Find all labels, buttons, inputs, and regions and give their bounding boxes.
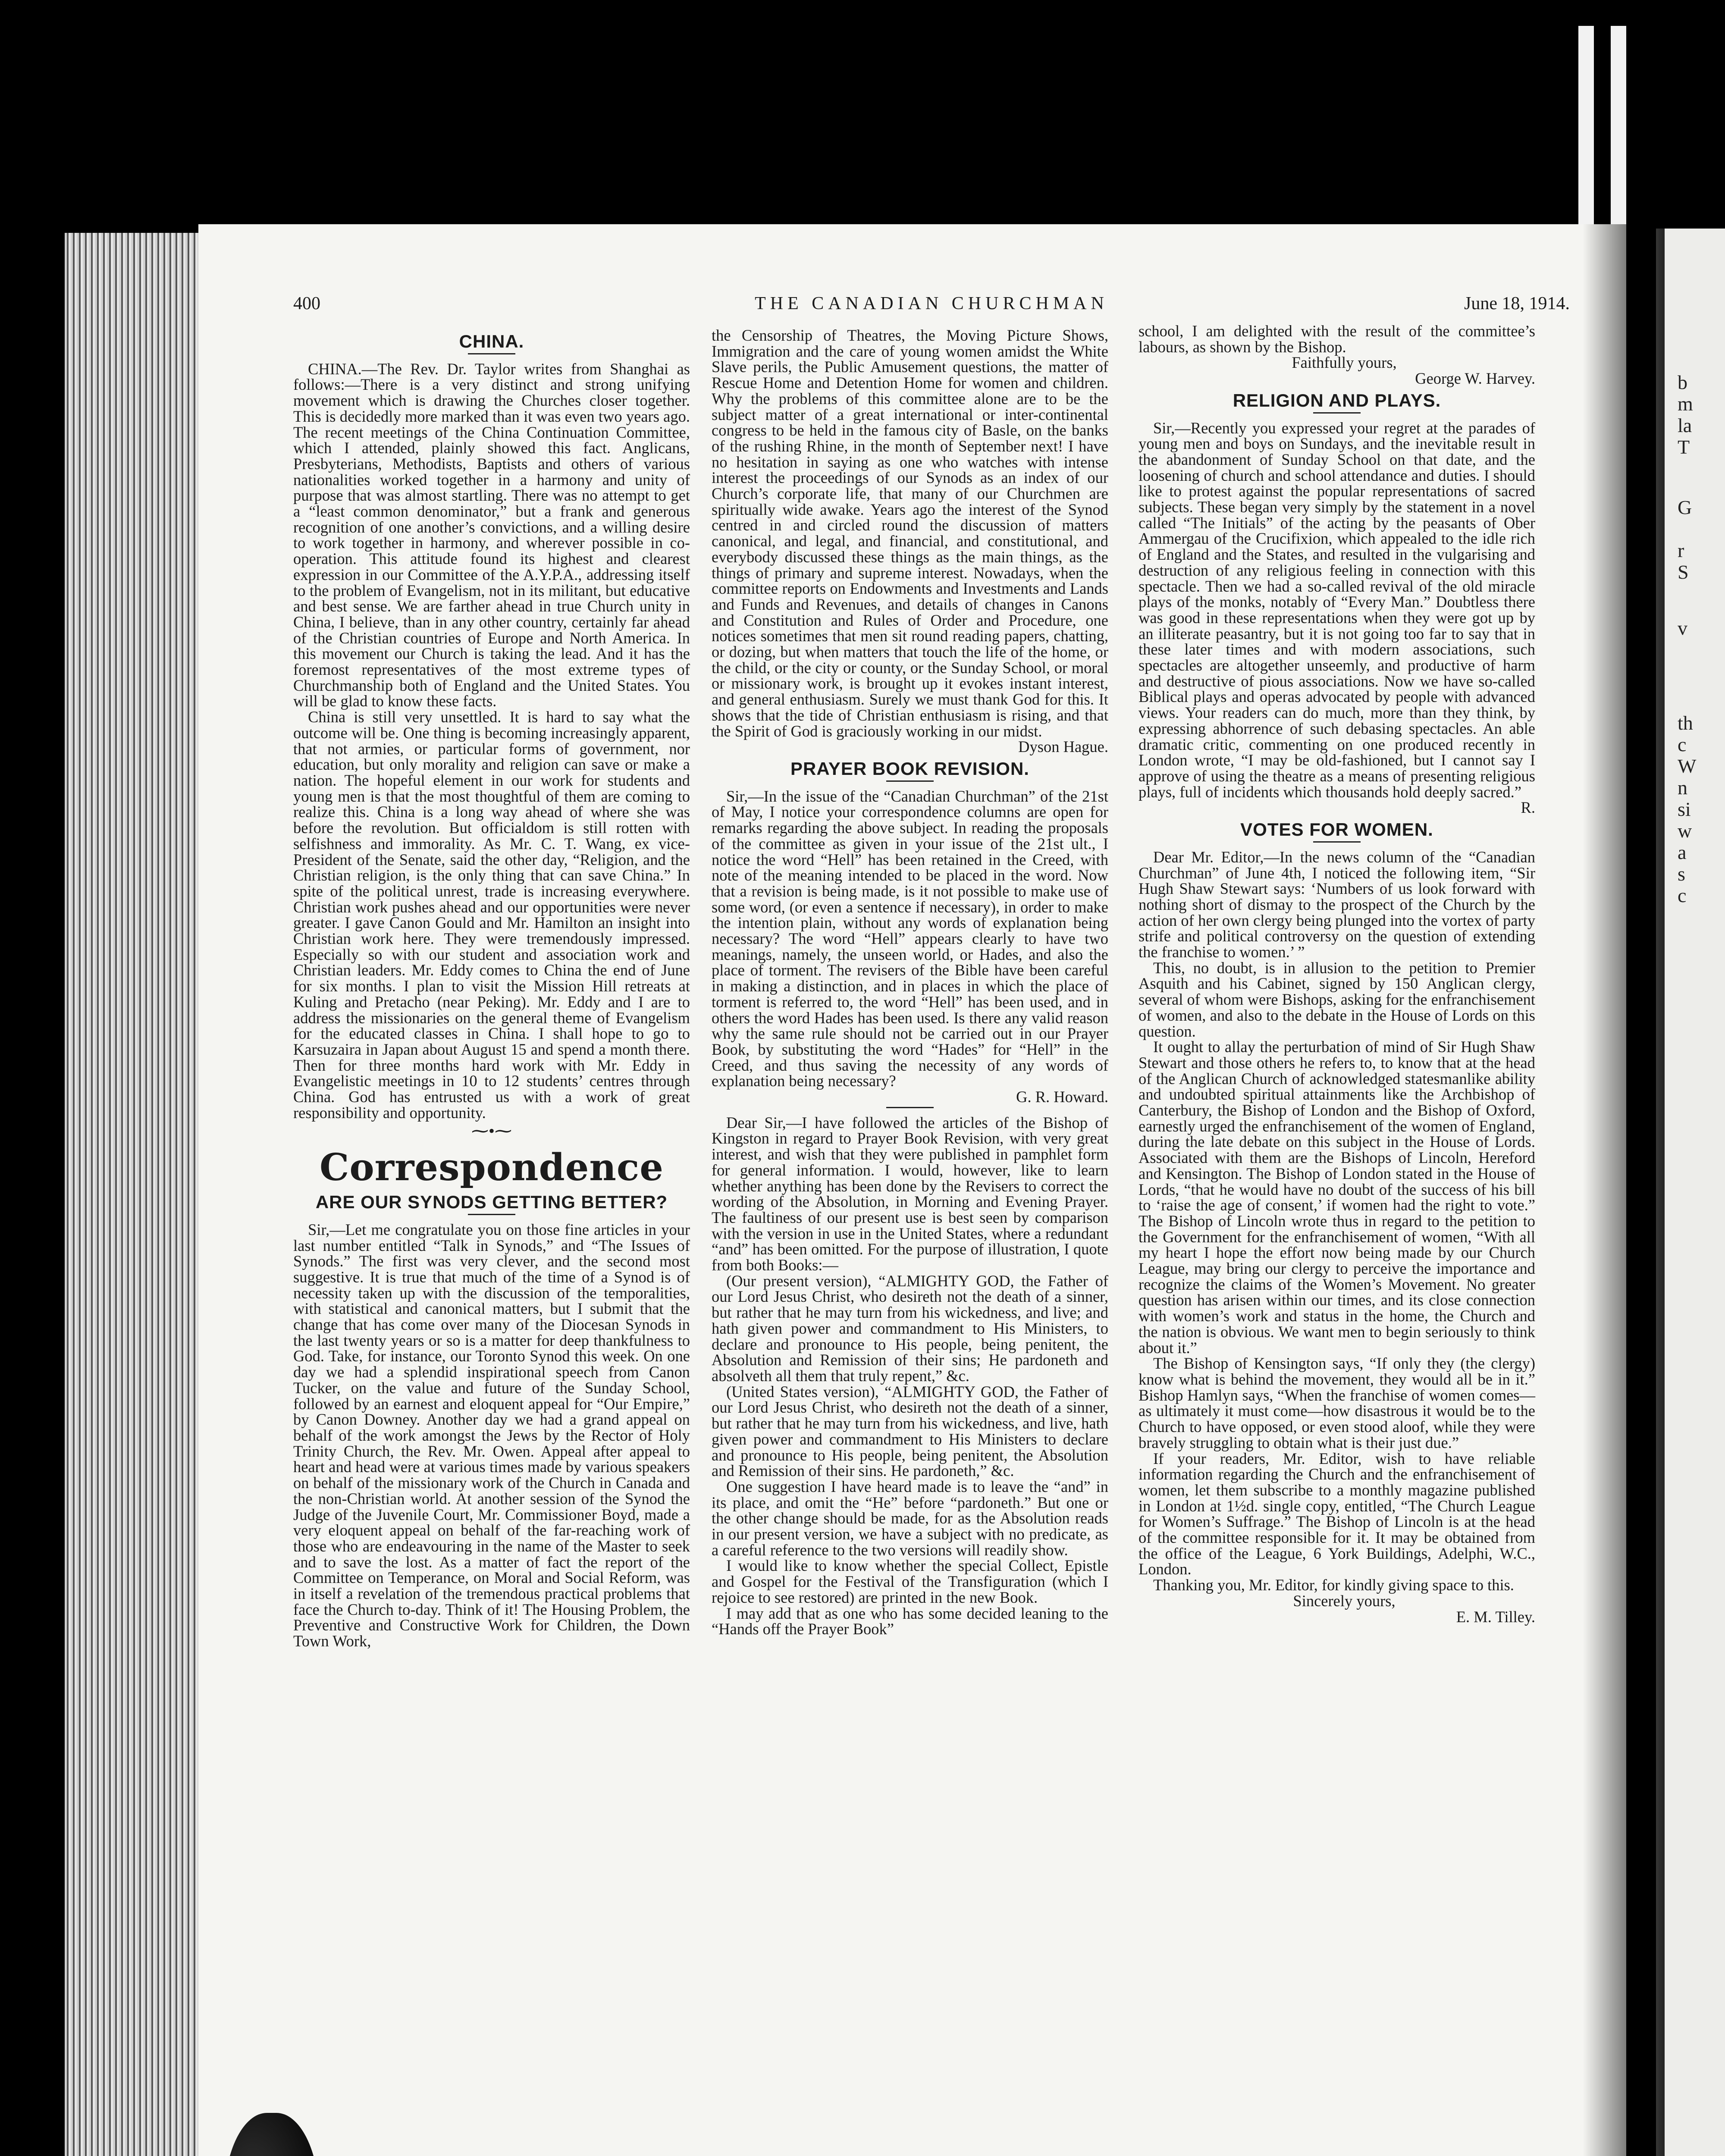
religion-plays-heading: RELIGION AND PLAYS. (1233, 390, 1441, 411)
votes-paragraph: Dear Mr. Editor,—In the news column of the “Canadian Churchman” of June 4th, I noticed the following item, “Sir Hugh Shaw Stewart says: ‘Numbers of us look forward with nothing short of dismay to the prospect of the Church by the action of her own clergy being plunged into the vortex of party strife and political controversy on the question of extending the franchise to women.’ ” (1138, 848, 1535, 961)
china-heading: CHINA. (459, 331, 524, 351)
signature: R. (1521, 799, 1535, 817)
votes-for-women-heading: VOTES FOR WOMEN. (1240, 819, 1433, 840)
china-paragraph: CHINA.—The Rev. Dr. Taylor writes from Shanghai as follows:—There is a very distinct and strong unifying movement which is drawing the Churches closer together. This is decidedly more marked than it was even two years ago. The recent meetings of the China Continuation Committee, which I attended, plainly showed this fact. Anglicans, Presbyterians, Methodists, Baptists and others of various nationalities worked together in a harmony and unity of purpose that was almost startling. There was no attempt to get a “least common denominator,” but a frank and generous recognition of one another’s convictions, and a willing desire to work together in harmony, and wherever possible in co-operation. This attitude found its highest and clearest expression in our Committee of the A.Y.P.A., addressing itself to the problem of Evangelism, not in its militant, but educative and best sense. We are farther ahead in true Church unity in China, I believe, than in any other country, certainly far ahead of the Christian countries of Europe and North America. In this movement our Church is taking the lead. And it has the foremost representatives of the most extreme types of Churchmanship both of England and the United States. You will be glad to know these facts. (293, 360, 690, 710)
facing-page-fragment: v (1678, 617, 1687, 639)
book-page-edges (65, 233, 207, 2156)
prayer-letter-paragraph: (United States version), “ALMIGHTY GOD, the Father of our Lord Jesus Christ, who desireth not the death of a sinner, but rather that he may turn from his wickedness, and live, hath given power and commandment to His Ministers to declare and pronounce to His people, being penitent, the Absolution and Remission of their sins. He pardoneth,” &c. (712, 1382, 1108, 1480)
facing-page-fragment: c (1678, 733, 1687, 755)
heading-rule (1313, 841, 1361, 843)
prayer-book-heading: PRAYER BOOK REVISION. (790, 758, 1029, 779)
votes-paragraph: The Bishop of Kensington says, “If only they (the clergy) know what is behind the movement, they would all be in it.” Bishop Hamlyn says, “When the franchise of women comes—as ultimately it must come—how disastrous it would be to the Church to have opposed, or even stood aloof, while they were bravely struggling to obtain what is their just due.” (1138, 1354, 1535, 1451)
letter-closing: Faithfully yours, (1292, 354, 1397, 372)
issue-date: June 18, 1914. (1464, 294, 1570, 313)
facing-page-fragment: T (1678, 436, 1690, 458)
publication-title: THE CANADIAN CHURCHMAN (755, 294, 1108, 313)
plays-letter-paragraph: Sir,—Recently you expressed your regret at the parades of young men and boys on Sundays, and the inevitable result in the abandonment of Sunday School on that date, and the loosening of church and school attendance and duties. I should like to protest against the popular representations of sacred subjects. These began very simply by the statement in a novel called “The Initials” of the acting by the peasants of Ober Ammergau of the Crucifixion, which appealed to the idle rich of England and the States, and resulted in the vulgarising and destruction of any religious feeling in connection with this spectacle. Then we had a so-called revival of the old miracle plays of the monks, notably of “Every Man.” Doubtless there was good in these representations when they were got up by an illiterate peasantry, but it is not going too far to say that in these later times and with modern associations, such spectacles are altogether unseemly, and productive of harm and destructive of pious associations. Now we have so-called Biblical plays and operas advocated by people with advanced views. Your readers can do much, more than they think, by expressing abhorrence of such debasing spectacles. An able dramatic critic, commenting on one produced recently in London wrote, “I may be old-fashioned, but I cannot say I approve of using the theatre as a means of presenting religious plays, full of incidents which thousands hold deeply sacred.” (1138, 419, 1535, 801)
facing-page-fragment: la (1678, 414, 1692, 436)
facing-page-fragment: n (1678, 777, 1687, 799)
signature: E. M. Tilley. (1456, 1608, 1535, 1626)
facing-page-strip (1656, 229, 1725, 2156)
votes-paragraph: If your readers, Mr. Editor, wish to have reliable information regarding the Church and the enfranchisement of women, let them subscribe to a monthly magazine published in London at 1½d. single copy, entitled, “The Church League for Women’s Suffrage.” The Bishop of Lincoln is at the head of the committee responsible for it. It may be obtained from the office of the League, 6 York Buildings, Adelphi, W.C., London. (1138, 1449, 1535, 1578)
facing-page-fragment: m (1678, 393, 1693, 415)
prayer-letter-paragraph: Sir,—In the issue of the “Canadian Churchman” of the 21st of May, I notice your correspondence columns are open for remarks regarding the above subject. In reading the proposals of the committee as given in your issue of the 21st ult., I notice the word “Hell” has been retained in the Creed, with note of the meaning intended to be placed in the word. Now that a revision is being made, is it not possible to make use of some word, (or even a sentence if necessary), in order to make the intention plain, without any words of explanation being necessary? The word “Hell” appears clearly to have two meanings, namely, the unseen world, or Hades, and also the place of torment. The revisers of the Bible have been careful in making a distinction, and in places in which the place of torment is referred to, the word “Hell” has been used, and in others the word Hades has been used. Is there any valid reason why the same rule should not be carried out in our Prayer Book, by substituting the word “Hades” for “Hell” in the Creed, and thus saving the necessity of any words of explanation being necessary? (712, 787, 1108, 1090)
prayer-letter-paragraph: Dear Sir,—I have followed the articles of the Bishop of Kingston in regard to Prayer Book Revision, with very great interest, and wish that they were published in pamphlet form for general information. I would, however, like to learn whether anything has been done by the Revisers to correct the wording of the Absolution, in Morning and Evening Prayer. The faultiness of our present use is best seen by comparison with the version in use in the United States, where a redundant “and” has been omitted. For the purpose of illustration, I quote from both Books:— (712, 1113, 1108, 1274)
heading-rule (468, 1214, 515, 1215)
heading-rule (468, 353, 515, 354)
synods-continued-paragraph: the Censorship of Theatres, the Moving Picture Shows, Immigration and the care of young women amidst the White Slave perils, the Public Amusement questions, the matter of Rescue Home and Detention Home for women and children. Why the problems of this committee alone are to be the subject matter of a great international or inter-continental congress to be held in the famous city of Basle, on the banks of the rushing Rhine, in the month of September next! I have no hesitation in saying as one who watches with intense interest the proceedings of our Synods as an index of our Church’s corporate life, that many of our Churchmen are spiritually wide awake. Years ago the interest of the Synod centred in and circled round the discussion of matters canonical, and legal, and financial, and constitutional, and everybody discussed these things as the main things, as the things of primary and supreme interest. Nowadays, when the committee reports on Endowments and Investments and Lands and Funds and Revenues, and details of changes in Canons and Constitution and Rules of Order and Procedure, one notices sometimes that men sit round reading papers, chatting, or dozing, but when matters that touch the life of the home, or the child, or the city or county, or the Sunday School, or moral or missionary work, is brought up it evokes instant interest, and general enthusiasm. Surely we must thank God for this. It shows that the tide of Christian enthusiasm is rising, and that the Spirit of God is graciously working in our midst. (712, 326, 1108, 740)
heading-rule (886, 780, 934, 782)
prayer-letter-paragraph: (Our present version), “ALMIGHTY GOD, the Father of our Lord Jesus Christ, who desireth not the death of a sinner, but rather that he may turn from his wickedness, and live; and hath given power and commandment to His Ministers, to declare and pronounce to His people, being penitent, the Absolution and Remission of their sins; He pardoneth and absolveth all them that truly repent,” &c. (712, 1272, 1108, 1385)
votes-paragraph: Thanking you, Mr. Editor, for kindly giving space to this. (1153, 1576, 1514, 1594)
section-ornament: ⁓•⁓ (471, 1121, 512, 1141)
correspondence-heading: Correspondence (319, 1146, 664, 1190)
facing-page-fragment: w (1678, 820, 1692, 842)
gutter-shadow (1583, 224, 1665, 2156)
continued-paragraph: school, I am delighted with the result of the committee’s labours, as shown by the Bishop. (1138, 322, 1535, 356)
prayer-letter-paragraph: I would like to know whether the special Collect, Epistle and Gospel for the Festival of the Transfiguration (which I rejoice to see restored) are printed in the new Book. (712, 1557, 1108, 1606)
votes-paragraph: It ought to allay the perturbation of mind of Sir Hugh Shaw Stewart and those others he refers to, to know that at the head of the Anglican Church of acknowledged statesmanlike ability and undoubted spiritual attainments like the Archbishop of Canterbury, the Bishop of London and the Bishop of Oxford, earnestly urged the enfranchisement of the women of England, during the late debate on this subject in the House of Lords. Associated with them are the Bishops of Lincoln, Hereford and Kensington. The Bishop of London stated in the House of Lords, “that he would have no doubt of the success of his bill to ‘raise the age of consent,’ if women had the right to vote.” The Bishop of Lincoln wrote thus in regard to the petition to the Government for the enfranchisement of women, “With all my heart I hope the effort now being made by our Church League, may bring our clergy to perceive the importance and recognize the claims of the Women’s Movement. No greater question has arisen within our times, and its close connection with women’s work and status in the home, the Church and the nation is obvious. We want men to begin seriously to think about it.” (1138, 1038, 1535, 1357)
letter-closing: Sincerely yours, (1293, 1592, 1396, 1610)
prayer-letter-paragraph: One suggestion I have heard made is to leave the “and” in its place, and omit the “He” before “pardoneth.” But one or the other change should be made, for as the Absolution reads in our present version, we have a subject with no predicate, as a careful reference to the two versions will readily show. (712, 1477, 1108, 1559)
signature: George W. Harvey. (1415, 370, 1535, 388)
facing-page-fragment: s (1678, 863, 1685, 885)
synods-heading: ARE OUR SYNODS GETTING BETTER? (315, 1192, 668, 1213)
running-head (293, 293, 1570, 319)
signature: G. R. Howard. (1016, 1088, 1108, 1106)
facing-page-fragment: th (1678, 712, 1693, 734)
facing-page-fragment: si (1678, 798, 1691, 820)
left-column (293, 328, 690, 1649)
page-number: 400 (293, 294, 320, 313)
facing-page-fragment: G (1678, 496, 1692, 518)
heading-rule (1313, 412, 1361, 414)
signature: Dyson Hague. (1018, 738, 1108, 756)
right-column (1138, 323, 1535, 1625)
synods-paragraph: Sir,—Let me congratulate you on those fine articles in your last number entitled “Talk in Synods,” and “The Issues of Synods.” The first was very clever, and the second most suggestive. It is true that much of the time of a Synod is of necessity taken up with the discussion of the temporalities, with statistical and canonical matters, but I submit that the change that has come over many of the Diocesan Synods in the last twenty years or so is a matter for deep thankfulness to God. Take, for instance, our Toronto Synod this week. On one day we had a splendid inspirational speech from Canon Tucker, on the value and future of the Sunday School, followed by an earnest and eloquent appeal for “Our Empire,” by Canon Downey. Another day we had a grand appeal on behalf of the work amongst the Jews by the Rector of Holy Trinity Church, the Rev. Mr. Owen. Appeal after appeal to heart and head were at various times made by various speakers on behalf of the missionary work of the Church in Canada and the non-Christian world. At another session of the Synod the Judge of the Juvenile Court, Mr. Commissioner Boyd, made a very eloquent appeal on behalf of the far-reaching work of those who are endeavouring in the name of the Master to seek and to save the lost. As a matter of fact the report of the Committee on Temperance, on Moral and Social Reform, was in itself a revelation of the tremendous practical problems that face the Church to-day. Think of it! The Housing Problem, the Preventive and Constructive Work for Children, the Down Town Work, (293, 1220, 690, 1650)
facing-page-fragment: r (1678, 539, 1684, 561)
prayer-letter-paragraph: I may add that as one who has some decided leaning to the “Hands off the Prayer Book” (712, 1604, 1108, 1638)
letter-separator-rule (886, 1107, 934, 1108)
middle-column (712, 328, 1108, 1637)
china-paragraph: China is still very unsettled. It is hard to say what the outcome will be. One thing is becoming increasingly apparent, that not armies, or particular forms of government, nor education, but only morality and religion can save or make a nation. The hopeful element in our work for students and young men is that the most thoughtful of them are coming to realize this. China is a long way ahead of where she was before the revolution. But officialdom is still rotten with selfishness and immorality. As Mr. C. T. Wang, ex vice-President of the Senate, said the other day, “Religion, and the Christian religion, is the only thing that can save China.” In spite of the political unrest, trade is increasing everywhere. Christian work pushes ahead and our opportunities were never greater. I gave Canon Gould and Mr. Hamilton an insight into Christian work here. They were tremendously impressed. Especially so with our student and association work and Christian leaders. Mr. Eddy comes to China the end of June for six months. I plan to visit the Mission Hill retreats at Kuling and Pretacho (near Peking). Mr. Eddy and I are to address the missionaries on the general theme of Evangelism for the educated classes in China. I shall hope to go to Karsuzaira in Japan about August 15 and spend a month there. Then for three months hard work with Mr. Eddy in Evangelistic meetings in 10 to 12 students’ centres through China. God has entrusted us with a work of great responsibility and opportunity. (293, 708, 690, 1122)
facing-page-fragment: a (1678, 841, 1687, 863)
facing-page-fragment: b (1678, 371, 1687, 393)
votes-paragraph: This, no doubt, is in allusion to the petition to Premier Asquith and his Cabinet, signed by 150 Anglican clergy, several of whom were Bishops, asking for the enfranchisement of women, and also to the debate in the House of Lords on this question. (1138, 959, 1535, 1040)
facing-page-fragment: S (1678, 561, 1689, 583)
facing-page-fragment: W (1678, 755, 1697, 777)
facing-page-fragment: c (1678, 884, 1687, 906)
